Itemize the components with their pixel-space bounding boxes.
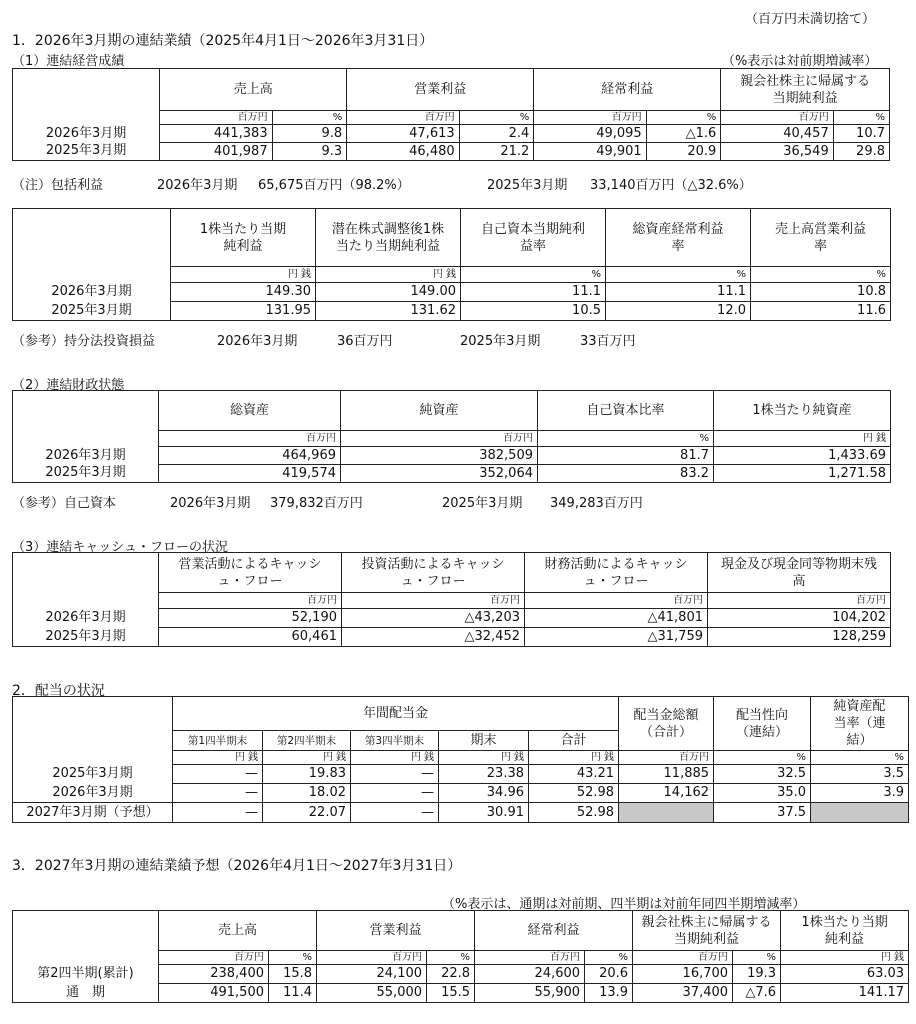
cell: 24,600 (475, 965, 585, 984)
row-label: 2026年3月期 (13, 125, 160, 143)
col-header: 配当金総額（合計） (619, 697, 714, 751)
blank-cell (13, 111, 160, 125)
unit-label: 百万円 (633, 951, 733, 965)
col-header: 財務活動によるキャッシュ・フロー (525, 553, 708, 593)
table-row (13, 784, 909, 803)
sub-header: 第2四半期末 (263, 731, 351, 751)
unit-label: % (733, 951, 781, 965)
cell: 63.03 (781, 965, 909, 984)
cell: 29.8 (833, 143, 889, 161)
col-header: 1株当たり純資産 (714, 391, 891, 431)
unit-label: 百万円 (347, 111, 459, 125)
unit-label: % (459, 111, 534, 125)
unit-label: % (751, 267, 891, 283)
sub3-title: （3）連結キャッシュ・フローの状況 (12, 540, 229, 555)
cell: 18.02 (263, 784, 351, 803)
table-row (13, 609, 891, 628)
cell: 19.83 (263, 765, 351, 784)
col-header: 純資産配当率（連結） (811, 697, 909, 751)
unit-label: 円 銭 (781, 951, 909, 965)
cell: 20.6 (585, 965, 633, 984)
cell: 9.8 (272, 125, 347, 143)
table-financial-position (12, 390, 891, 483)
corner-cell (13, 697, 173, 731)
table-row (13, 302, 891, 321)
col-header: 総資産経常利益率 (606, 209, 751, 267)
group-header-annual-dividend: 年間配当金 (173, 697, 619, 731)
cell: 47,613 (347, 125, 459, 143)
unit-label: % (646, 111, 721, 125)
table-row (13, 125, 890, 143)
cell: 19.3 (733, 965, 781, 984)
cell: 149.00 (316, 283, 461, 302)
row-label: 2025年3月期 (13, 628, 159, 647)
cell: 22.07 (263, 803, 351, 823)
cell: 382,509 (341, 447, 538, 465)
cell: 238,400 (159, 965, 269, 984)
table-row (13, 465, 891, 483)
unit-label: % (269, 951, 317, 965)
col-header: 営業活動によるキャッシュ・フロー (159, 553, 342, 593)
cell: 37,400 (633, 984, 733, 1003)
cell: 1,271.58 (714, 465, 891, 483)
cell: 20.9 (646, 143, 721, 161)
cell: 49,095 (534, 125, 646, 143)
col-header: 売上高営業利益率 (751, 209, 891, 267)
section1-title: 1．2026年3月期の連結業績（2025年4月1日～2026年3月31日） (12, 33, 434, 49)
cell: △41,801 (525, 609, 708, 628)
row-label: 2026年3月期 (13, 283, 171, 302)
table-row (13, 283, 891, 302)
cell: — (173, 765, 263, 784)
cell: 2.4 (459, 125, 534, 143)
cell: 30.91 (439, 803, 529, 823)
table-row (13, 143, 890, 161)
table-operating-results (12, 68, 890, 161)
cell: 55,000 (317, 984, 427, 1003)
row-label: 2025年3月期 (13, 143, 160, 161)
cell: 441,383 (160, 125, 272, 143)
cell: 104,202 (708, 609, 891, 628)
footnote-equity-method: （参考）持分法投資損益 2026年3月期 36百万円 2025年3月期 33百万円 (12, 334, 636, 349)
cell: 16,700 (633, 965, 733, 984)
blank-cell (13, 593, 159, 609)
sub-header: 第3四半期末 (351, 731, 439, 751)
shaded-cell (619, 803, 714, 823)
cell: — (173, 803, 263, 823)
section3-title: 3．2027年3月期の連結業績予想（2026年4月1日～2027年3月31日） (12, 858, 462, 874)
cell: △32,452 (342, 628, 525, 647)
col-header: 親会社株主に帰属する当期純利益 (721, 69, 890, 111)
cell: 24,100 (317, 965, 427, 984)
unit-label: 円 銭 (439, 751, 529, 765)
table-row (13, 803, 909, 823)
unit-label: % (833, 111, 889, 125)
cell: — (351, 765, 439, 784)
cell: 3.9 (811, 784, 909, 803)
cell: — (351, 784, 439, 803)
cell: 37.5 (714, 803, 811, 823)
col-header: 経常利益 (534, 69, 721, 111)
cell: 9.3 (272, 143, 347, 161)
cell: 1,433.69 (714, 447, 891, 465)
cell: 52,190 (159, 609, 342, 628)
unit-label: 百万円 (159, 431, 341, 447)
col-header: 総資産 (159, 391, 341, 431)
corner-cell (13, 391, 159, 431)
corner-cell (13, 553, 159, 593)
sub-header: 第1四半期末 (173, 731, 263, 751)
unit-label: % (272, 111, 347, 125)
table-row (13, 447, 891, 465)
cell: 128,259 (708, 628, 891, 647)
cell: 3.5 (811, 765, 909, 784)
cell: 15.5 (427, 984, 475, 1003)
cell: 81.7 (538, 447, 714, 465)
unit-label: 百万円 (341, 431, 538, 447)
cell: △7.6 (733, 984, 781, 1003)
unit-label: 百万円 (160, 111, 272, 125)
cell: △43,203 (342, 609, 525, 628)
col-header: 配当性向（連結） (714, 697, 811, 751)
table-cash-flows (12, 552, 891, 647)
cell: 60,461 (159, 628, 342, 647)
cell: 21.2 (459, 143, 534, 161)
cell: 11.4 (269, 984, 317, 1003)
unit-label: 円 銭 (714, 431, 891, 447)
unit-label: 百万円 (534, 111, 646, 125)
corner-cell (13, 209, 171, 267)
cell: 43.21 (529, 765, 619, 784)
unit-label: 円 銭 (173, 751, 263, 765)
cell: 22.8 (427, 965, 475, 984)
table-forecast (12, 910, 909, 1003)
unit-label: 百万円 (708, 593, 891, 609)
cell: 23.38 (439, 765, 529, 784)
cell: 11.6 (751, 302, 891, 321)
blank-cell (13, 731, 173, 751)
col-header: 売上高 (159, 911, 317, 951)
unit-label: 円 銭 (529, 751, 619, 765)
sub-header: 合計 (529, 731, 619, 751)
blank-cell (13, 267, 171, 283)
cell: 131.62 (316, 302, 461, 321)
table-row (13, 965, 909, 984)
unit-label: 円 銭 (171, 267, 316, 283)
cell: 34.96 (439, 784, 529, 803)
cell: △1.6 (646, 125, 721, 143)
unit-label: 百万円 (159, 593, 342, 609)
section3-note: （%表示は、通期は対前期、四半期は対前年同四半期増減率） (442, 897, 806, 912)
section2-title: 2．配当の状況 (12, 683, 105, 699)
corner-cell (13, 911, 159, 951)
cell: 491,500 (159, 984, 269, 1003)
corner-cell (13, 69, 160, 111)
cell: 11.1 (606, 283, 751, 302)
unit-label: % (427, 951, 475, 965)
row-label: 通 期 (13, 984, 159, 1003)
unit-label: % (585, 951, 633, 965)
unit-label: % (606, 267, 751, 283)
col-header: 1株当たり当期純利益 (781, 911, 909, 951)
cell: 15.8 (269, 965, 317, 984)
col-header: 1株当たり当期純利益 (171, 209, 316, 267)
unit-label: 百万円 (525, 593, 708, 609)
sub-header: 期末 (439, 731, 529, 751)
cell: 12.0 (606, 302, 751, 321)
row-label: 第2四半期(累計) (13, 965, 159, 984)
col-header: 営業利益 (347, 69, 534, 111)
col-header: 投資活動によるキャッシュ・フロー (342, 553, 525, 593)
unit-label: % (714, 751, 811, 765)
table-dividends (12, 696, 909, 823)
cell: 11.1 (461, 283, 606, 302)
cell: 10.7 (833, 125, 889, 143)
cell: 10.5 (461, 302, 606, 321)
row-label: 2025年3月期 (13, 765, 173, 784)
row-label: 2025年3月期 (13, 465, 159, 483)
unit-label: 百万円 (342, 593, 525, 609)
cell: 14,162 (619, 784, 714, 803)
cell: 464,969 (159, 447, 341, 465)
cell: 83.2 (538, 465, 714, 483)
shaded-cell (811, 803, 909, 823)
cell: — (173, 784, 263, 803)
col-header: 自己資本当期純利益率 (461, 209, 606, 267)
cell: 52.98 (529, 803, 619, 823)
row-label: 2026年3月期 (13, 784, 173, 803)
unit-label: 円 銭 (316, 267, 461, 283)
sub1-title: （1）連結経営成績 (12, 54, 125, 69)
table-row (13, 765, 909, 784)
col-header: 営業利益 (317, 911, 475, 951)
cell: 46,480 (347, 143, 459, 161)
col-header: 親会社株主に帰属する当期純利益 (633, 911, 781, 951)
cell: 55,900 (475, 984, 585, 1003)
unit-label: % (538, 431, 714, 447)
cell: 149.30 (171, 283, 316, 302)
truncation-note: （百万円未満切捨て） (745, 12, 876, 27)
cell: 131.95 (171, 302, 316, 321)
cell: — (351, 803, 439, 823)
cell: 419,574 (159, 465, 341, 483)
row-label: 2026年3月期 (13, 447, 159, 465)
row-label: 2027年3月期（予想） (13, 803, 173, 823)
sub2-title: （2）連結財政状態 (12, 378, 125, 393)
blank-cell (13, 431, 159, 447)
cell: 32.5 (714, 765, 811, 784)
footnote-equity: （参考）自己資本 2026年3月期 379,832百万円 2025年3月期 349,283百万円 (12, 496, 643, 511)
row-label: 2025年3月期 (13, 302, 171, 321)
blank-cell (13, 751, 173, 765)
col-header: 純資産 (341, 391, 538, 431)
col-header: 自己資本比率 (538, 391, 714, 431)
unit-label: % (461, 267, 606, 283)
unit-label: 円 銭 (263, 751, 351, 765)
unit-label: 百万円 (317, 951, 427, 965)
cell: △31,759 (525, 628, 708, 647)
cell: 141.17 (781, 984, 909, 1003)
cell: 40,457 (721, 125, 833, 143)
cell: 352,064 (341, 465, 538, 483)
cell: 49,901 (534, 143, 646, 161)
cell: 35.0 (714, 784, 811, 803)
unit-label: 百万円 (619, 751, 714, 765)
cell: 11,885 (619, 765, 714, 784)
unit-label: 百万円 (475, 951, 585, 965)
footnote-comprehensive-income: （注）包括利益 2026年3月期 65,675百万円（98.2%） 2025年3月期 33,140百万円（△32.6%） (12, 178, 752, 193)
unit-label: 百万円 (159, 951, 269, 965)
unit-label: 円 銭 (351, 751, 439, 765)
unit-label: 百万円 (721, 111, 833, 125)
col-header: 現金及び現金同等物期末残高 (708, 553, 891, 593)
row-label: 2026年3月期 (13, 609, 159, 628)
cell: 13.9 (585, 984, 633, 1003)
table-row (13, 984, 909, 1003)
cell: 52.98 (529, 784, 619, 803)
sub1-note: （%表示は対前期増減率） (722, 54, 878, 69)
blank-cell (13, 951, 159, 965)
col-header: 売上高 (160, 69, 347, 111)
table-per-share (12, 208, 891, 321)
cell: 10.8 (751, 283, 891, 302)
table-row (13, 628, 891, 647)
col-header: 経常利益 (475, 911, 633, 951)
unit-label: % (811, 751, 909, 765)
col-header: 潜在株式調整後1株当たり当期純利益 (316, 209, 461, 267)
cell: 36,549 (721, 143, 833, 161)
cell: 401,987 (160, 143, 272, 161)
